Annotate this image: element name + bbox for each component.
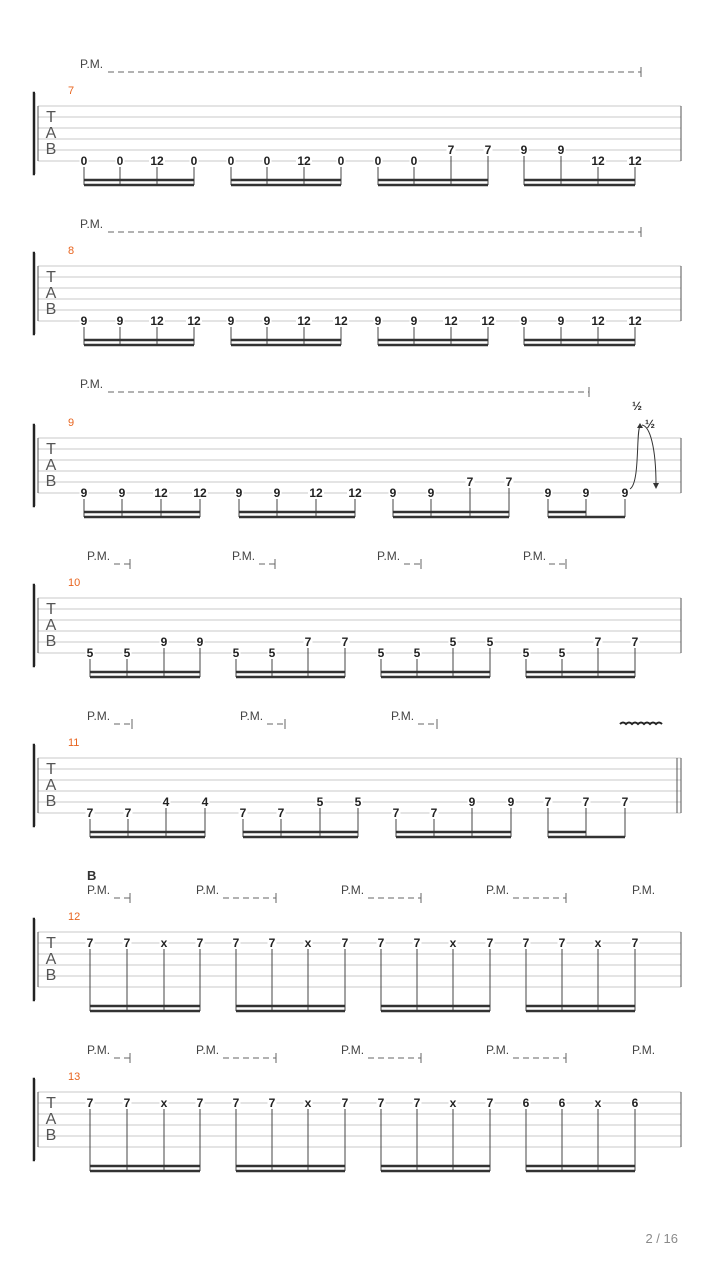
fret-number: 9 — [196, 635, 204, 649]
release-curve — [642, 425, 656, 485]
measure-number: 13 — [68, 1071, 81, 1083]
fret-number: 12 — [187, 314, 201, 328]
fret-number: 9 — [427, 486, 435, 500]
fret-number: 7 — [239, 806, 247, 820]
palm-mute-label: P.M. — [87, 549, 111, 563]
tab-clef-letter: B — [45, 141, 57, 158]
system-bracket — [34, 745, 35, 826]
palm-mute-label: P.M. — [80, 377, 104, 391]
tab-clef-letter: A — [45, 285, 57, 302]
palm-mute-label: P.M. — [391, 709, 415, 723]
fret-number: 6 — [558, 1096, 566, 1110]
fret-number: 12 — [481, 314, 495, 328]
fret-number: 9 — [507, 795, 515, 809]
fret-number: 7 — [466, 475, 474, 489]
fret-number: x — [449, 1096, 457, 1110]
palm-mute-label: P.M. — [632, 1043, 656, 1057]
fret-number: x — [594, 936, 602, 950]
fret-number: 9 — [160, 635, 168, 649]
tab-system-12 — [34, 893, 681, 1011]
fret-number: 5 — [522, 646, 530, 660]
fret-number: 7 — [377, 936, 385, 950]
fret-number: 9 — [374, 314, 382, 328]
fret-number: 9 — [582, 486, 590, 500]
fret-number: 12 — [628, 154, 642, 168]
fret-number: 12 — [334, 314, 348, 328]
fret-number: 7 — [86, 806, 94, 820]
fret-number: 0 — [116, 154, 124, 168]
tab-clef-letter: A — [45, 125, 57, 142]
system-bracket — [34, 585, 35, 666]
fret-number: 7 — [232, 936, 240, 950]
palm-mute-label: P.M. — [486, 883, 510, 897]
fret-number: 7 — [196, 936, 204, 950]
measure-number: 10 — [68, 577, 81, 589]
palm-mute-label: P.M. — [80, 217, 104, 231]
fret-number: 0 — [337, 154, 345, 168]
fret-number: x — [449, 936, 457, 950]
measure-number: 8 — [68, 245, 75, 257]
palm-mute-label: P.M. — [523, 549, 547, 563]
fret-number: 5 — [486, 635, 494, 649]
fret-number: 9 — [520, 143, 528, 157]
bend-curve — [630, 426, 640, 489]
fret-number: 7 — [341, 936, 349, 950]
fret-number: 9 — [557, 314, 565, 328]
fret-number: 7 — [124, 806, 132, 820]
system-bracket — [34, 1079, 35, 1160]
fret-number: 7 — [377, 1096, 385, 1110]
fret-number: 9 — [118, 486, 126, 500]
fret-number: 5 — [558, 646, 566, 660]
fret-number: 7 — [430, 806, 438, 820]
fret-number: 12 — [444, 314, 458, 328]
fret-number: 5 — [232, 646, 240, 660]
system-bracket — [34, 425, 35, 506]
fret-number: 9 — [557, 143, 565, 157]
tab-clef-letter: A — [45, 617, 57, 634]
fret-number: 5 — [354, 795, 362, 809]
tab-clef-letter: T — [46, 269, 56, 286]
fret-number: 12 — [154, 486, 168, 500]
fret-number: 7 — [232, 1096, 240, 1110]
release-arrowhead — [653, 483, 659, 489]
fret-number: 5 — [86, 646, 94, 660]
fret-number: 0 — [410, 154, 418, 168]
vibrato-mark — [620, 723, 662, 725]
tab-clef-letter: B — [45, 793, 57, 810]
tab-clef-letter: A — [45, 1111, 57, 1128]
fret-number: 5 — [413, 646, 421, 660]
fret-number: 12 — [628, 314, 642, 328]
fret-number: 0 — [190, 154, 198, 168]
fret-number: 7 — [486, 1096, 494, 1110]
fret-number: 9 — [80, 314, 88, 328]
tab-system-8 — [34, 227, 681, 345]
fret-number: 9 — [235, 486, 243, 500]
fret-number: 7 — [522, 936, 530, 950]
fret-number: 7 — [594, 635, 602, 649]
fret-number: 7 — [486, 936, 494, 950]
tab-clef-letter: T — [46, 441, 56, 458]
system-bracket — [34, 919, 35, 1000]
fret-number: 9 — [263, 314, 271, 328]
tab-system-13 — [34, 1053, 681, 1171]
fret-number: 7 — [341, 635, 349, 649]
fret-number: 7 — [621, 795, 629, 809]
fret-number: 12 — [591, 154, 605, 168]
fret-number: 9 — [273, 486, 281, 500]
palm-mute-label: P.M. — [341, 1043, 365, 1057]
fret-number: 9 — [227, 314, 235, 328]
fret-number: 7 — [558, 936, 566, 950]
fret-number: 12 — [193, 486, 207, 500]
fret-number: x — [304, 1096, 312, 1110]
tab-clef-letter: T — [46, 109, 56, 126]
release-amount: ½ — [644, 417, 656, 431]
fret-number: 7 — [631, 936, 639, 950]
fret-number: 4 — [162, 795, 170, 809]
fret-number: 9 — [80, 486, 88, 500]
fret-number: 7 — [196, 1096, 204, 1110]
palm-mute-label: P.M. — [87, 1043, 111, 1057]
fret-number: x — [160, 936, 168, 950]
tab-clef-letter: T — [46, 761, 56, 778]
fret-number: 7 — [631, 635, 639, 649]
tab-clef-letter: T — [46, 601, 56, 618]
fret-number: 5 — [316, 795, 324, 809]
tab-clef-letter: B — [45, 301, 57, 318]
fret-number: 12 — [297, 154, 311, 168]
fret-number: 7 — [304, 635, 312, 649]
measure-number: 11 — [68, 737, 80, 749]
fret-number: 7 — [484, 143, 492, 157]
fret-number: 9 — [544, 486, 552, 500]
fret-number: 5 — [268, 646, 276, 660]
fret-number: 4 — [201, 795, 209, 809]
fret-number: 12 — [150, 154, 164, 168]
measure-number: 9 — [68, 417, 75, 429]
tab-system-10 — [34, 559, 681, 677]
fret-number: 6 — [522, 1096, 530, 1110]
fret-number: 7 — [86, 1096, 94, 1110]
fret-number: 0 — [80, 154, 88, 168]
fret-number: 7 — [268, 936, 276, 950]
measure-number: 7 — [68, 85, 75, 97]
fret-number: 9 — [410, 314, 418, 328]
palm-mute-label: P.M. — [240, 709, 264, 723]
tab-clef-letter: B — [45, 1127, 57, 1144]
fret-number: x — [594, 1096, 602, 1110]
palm-mute-label: P.M. — [87, 883, 111, 897]
fret-number: 12 — [297, 314, 311, 328]
palm-mute-label: P.M. — [377, 549, 401, 563]
fret-number: 0 — [227, 154, 235, 168]
palm-mute-label: P.M. — [486, 1043, 510, 1057]
fret-number: 9 — [520, 314, 528, 328]
tab-clef-letter: A — [45, 951, 57, 968]
fret-number: 7 — [413, 936, 421, 950]
fret-number: 0 — [263, 154, 271, 168]
fret-number: 12 — [591, 314, 605, 328]
bend-amount: ½ — [631, 399, 643, 413]
tab-clef-letter: A — [45, 457, 57, 474]
fret-number: 5 — [123, 646, 131, 660]
section-label: B — [87, 868, 97, 883]
fret-number: 12 — [150, 314, 164, 328]
palm-mute-label: P.M. — [87, 709, 111, 723]
fret-number: x — [160, 1096, 168, 1110]
fret-number: 7 — [86, 936, 94, 950]
fret-number: 5 — [449, 635, 457, 649]
tab-clef-letter: B — [45, 473, 57, 490]
fret-number: 7 — [392, 806, 400, 820]
fret-number: 7 — [413, 1096, 421, 1110]
fret-number: 7 — [505, 475, 513, 489]
measure-number: 12 — [68, 911, 81, 923]
fret-number: 12 — [348, 486, 362, 500]
page-indicator: 2 / 16 — [645, 1231, 678, 1246]
fret-number: 6 — [631, 1096, 639, 1110]
palm-mute-label: P.M. — [232, 549, 256, 563]
fret-number: 9 — [621, 486, 629, 500]
fret-number: 9 — [389, 486, 397, 500]
palm-mute-label: P.M. — [196, 883, 220, 897]
palm-mute-label: P.M. — [341, 883, 365, 897]
system-bracket — [34, 253, 35, 334]
fret-number: 9 — [116, 314, 124, 328]
fret-number: 9 — [468, 795, 476, 809]
tab-clef-letter: B — [45, 633, 57, 650]
fret-number: 5 — [377, 646, 385, 660]
fret-number: 7 — [123, 1096, 131, 1110]
fret-number: 7 — [123, 936, 131, 950]
fret-number: 7 — [447, 143, 455, 157]
fret-number: 7 — [268, 1096, 276, 1110]
palm-mute-label: P.M. — [80, 57, 104, 71]
tab-clef-letter: T — [46, 935, 56, 952]
fret-number: 7 — [544, 795, 552, 809]
fret-number: 7 — [341, 1096, 349, 1110]
fret-number: x — [304, 936, 312, 950]
palm-mute-label: P.M. — [632, 883, 656, 897]
fret-number: 0 — [374, 154, 382, 168]
fret-number: 7 — [277, 806, 285, 820]
fret-number: 12 — [309, 486, 323, 500]
tab-clef-letter: T — [46, 1095, 56, 1112]
system-bracket — [34, 93, 35, 174]
tab-clef-letter: B — [45, 967, 57, 984]
palm-mute-label: P.M. — [196, 1043, 220, 1057]
tab-system-7 — [34, 67, 681, 185]
tab-clef-letter: A — [45, 777, 57, 794]
fret-number: 7 — [582, 795, 590, 809]
